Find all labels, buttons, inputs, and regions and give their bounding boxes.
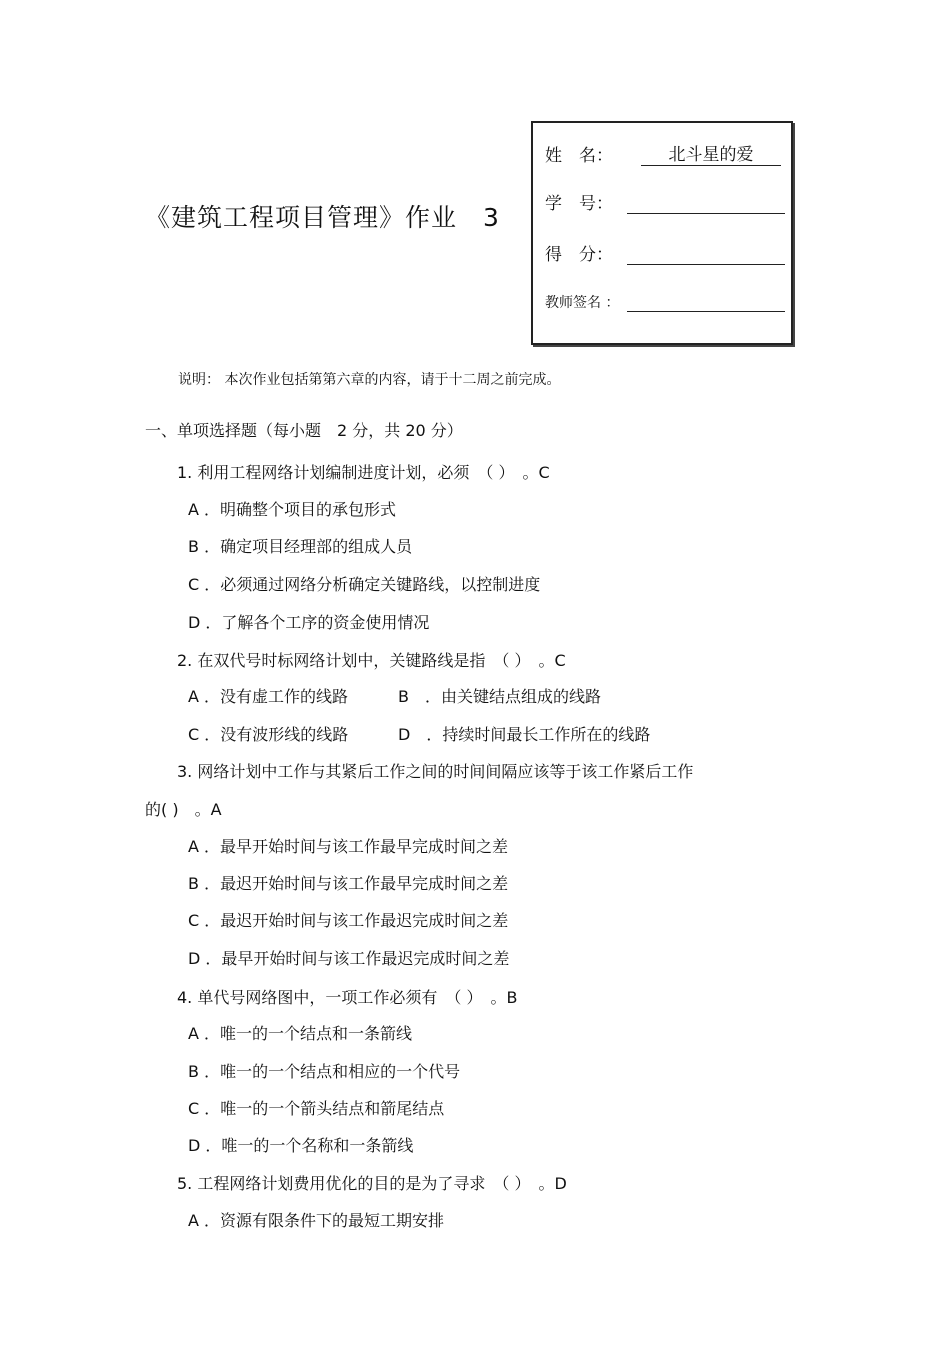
question-3-stem-continued: 的( ) 。A	[145, 800, 222, 819]
score-label: 得 分：	[545, 245, 613, 265]
question-3-option-a: A ．最早开始时间与该工作最早完成时间之差	[188, 837, 509, 856]
student-id-field[interactable]	[627, 193, 785, 214]
teacher-signature-field[interactable]	[627, 291, 785, 312]
question-3-stem: 3. 网络计划中工作与其紧后工作之间的时间间隔应该等于该工作紧后工作	[177, 762, 694, 781]
name-field[interactable]: 北斗星的爱	[641, 145, 781, 166]
question-1-stem: 1. 利用工程网络计划编制进度计划，必须 （ ） 。C	[177, 463, 550, 482]
question-1-option-d: D ．了解各个工序的资金使用情况	[188, 613, 430, 632]
student-id-row	[545, 189, 785, 214]
question-3-option-b: B ．最迟开始时间与该工作最早完成时间之差	[188, 874, 509, 893]
score-row	[545, 240, 785, 265]
name-label: 姓 名：	[545, 146, 613, 166]
question-1-option-a: A ．明确整个项目的承包形式	[188, 500, 397, 519]
instructions-note: 说明： 本次作业包括第第六章的内容，请于十二周之前完成。	[178, 372, 561, 388]
score-field[interactable]	[627, 244, 785, 265]
name-row	[545, 141, 781, 166]
question-3-option-d: D ．最早开始时间与该工作最迟完成时间之差	[188, 949, 510, 968]
teacher-signature-label: 教师签名 ：	[545, 295, 620, 311]
question-2-stem: 2. 在双代号时标网络计划中，关键路线是指 （ ） 。C	[177, 651, 566, 670]
question-4-option-c: C ．唯一的一个箭头结点和箭尾结点	[188, 1099, 445, 1118]
teacher-signature-row	[545, 291, 785, 312]
question-4-option-a: A ．唯一的一个结点和一条箭线	[188, 1024, 413, 1043]
question-4-stem: 4. 单代号网络图中，一项工作必须有 （ ） 。B	[177, 988, 518, 1007]
section-heading: 一、单项选择题（每小题 2 分，共 20 分）	[145, 421, 463, 440]
question-2-option-d: D ．持续时间最长工作所在的线路	[398, 725, 651, 744]
question-4-option-b: B ．唯一的一个结点和相应的一个代号	[188, 1062, 461, 1081]
question-2-option-b: B ．由关键结点组成的线路	[398, 687, 601, 706]
student-info-box	[531, 121, 793, 345]
question-1-option-c: C ．必须通过网络分析确定关键路线，以控制进度	[188, 575, 541, 594]
question-2-option-a: A ．没有虚工作的线路	[188, 687, 349, 706]
question-5-option-a: A ．资源有限条件下的最短工期安排	[188, 1211, 445, 1230]
question-2-option-c: C ．没有波形线的线路	[188, 725, 349, 744]
question-5-stem: 5. 工程网络计划费用优化的目的是为了寻求 （ ） 。D	[177, 1174, 567, 1193]
page-title: 《建筑工程项目管理》作业 3	[145, 203, 500, 232]
question-4-option-d: D ．唯一的一个名称和一条箭线	[188, 1136, 414, 1155]
student-id-label: 学 号：	[545, 194, 613, 214]
question-1-option-b: B ．确定项目经理部的组成人员	[188, 537, 413, 556]
question-3-option-c: C ．最迟开始时间与该工作最迟完成时间之差	[188, 911, 509, 930]
